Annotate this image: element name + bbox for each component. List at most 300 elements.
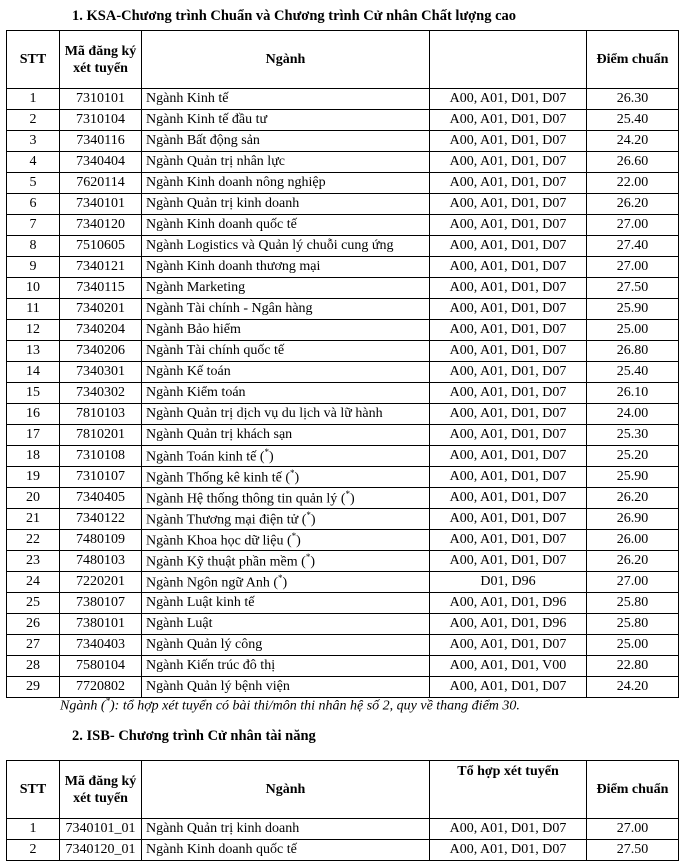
row-major-text: Ngành Kinh tế xyxy=(146,91,229,106)
row-code-text: 7480103 xyxy=(76,553,125,568)
row-stt-text: 24 xyxy=(26,574,40,589)
row-stt xyxy=(7,572,60,593)
row-stt-text: 21 xyxy=(26,511,40,526)
row-combo-text: A00, A01, D01, D07 xyxy=(449,490,567,505)
footnote-prefix: Ngành ( xyxy=(60,698,106,714)
row-code-text: 7340201 xyxy=(76,301,125,316)
row-major-text: Ngành Kinh doanh quốc tế xyxy=(146,217,297,232)
row-combo-text: A00, A01, D01, D07 xyxy=(449,322,567,337)
table-row xyxy=(7,131,679,152)
row-stt xyxy=(7,677,60,698)
star-mark: * xyxy=(278,572,283,583)
row-stt-text: 2 xyxy=(29,842,37,857)
row-stt-text: 8 xyxy=(29,238,37,253)
row-score xyxy=(587,530,679,551)
row-score xyxy=(587,131,679,152)
row-stt-text: 14 xyxy=(26,364,40,379)
row-code xyxy=(60,404,142,425)
row-stt xyxy=(7,278,60,299)
row-major-text: Ngành Hệ thống thông tin quản lý xyxy=(146,491,338,507)
table-row xyxy=(7,89,679,110)
row-score xyxy=(587,152,679,173)
row-code-text: 7340302 xyxy=(76,385,125,400)
row-score-text: 26.10 xyxy=(616,385,649,400)
row-code xyxy=(60,509,142,530)
row-stt-text: 1 xyxy=(29,91,37,106)
row-stt xyxy=(7,152,60,173)
row-major xyxy=(142,819,430,840)
row-combo xyxy=(430,257,587,278)
row-stt xyxy=(7,614,60,635)
row-combo-text: A00, A01, D01, D07 xyxy=(449,196,567,211)
row-major-text: Ngành Logistics và Quản lý chuỗi cung ứng xyxy=(146,238,394,253)
table-row xyxy=(7,840,679,861)
row-stt xyxy=(7,467,60,488)
table-row xyxy=(7,425,679,446)
row-combo-text: A00, A01, D01, D07 xyxy=(449,343,567,358)
row-major-text: Ngành Kỹ thuật phần mềm xyxy=(146,554,298,570)
row-score-text: 26.20 xyxy=(616,196,649,211)
row-combo-text: A00, A01, D01, D07 xyxy=(449,301,567,316)
header-major: Ngành xyxy=(142,31,430,89)
row-combo-text: A00, A01, D01, D07 xyxy=(449,217,567,232)
row-stt xyxy=(7,131,60,152)
row-major: Ngành Thống kê kinh tế (*) xyxy=(142,467,430,488)
row-stt xyxy=(7,320,60,341)
row-combo xyxy=(430,362,587,383)
row-score-text: 24.00 xyxy=(616,406,649,421)
row-code-text: 7380107 xyxy=(76,595,125,610)
row-code xyxy=(60,677,142,698)
row-score xyxy=(587,278,679,299)
row-combo xyxy=(430,593,587,614)
row-score-text: 27.40 xyxy=(616,238,649,253)
row-major-text: Ngành Bất động sản xyxy=(146,133,260,148)
row-score xyxy=(587,215,679,236)
star-mark: * xyxy=(290,467,295,478)
row-combo xyxy=(430,446,587,467)
row-stt xyxy=(7,173,60,194)
table-row xyxy=(7,467,679,488)
row-code xyxy=(60,593,142,614)
row-combo-text: A00, A01, D01, D07 xyxy=(449,553,567,568)
row-combo-text: A00, A01, D01, D07 xyxy=(449,679,567,694)
row-combo-text: A00, A01, D01, D07 xyxy=(449,154,567,169)
row-code xyxy=(60,840,142,861)
row-score xyxy=(587,194,679,215)
row-score xyxy=(587,467,679,488)
row-major xyxy=(142,404,430,425)
table-row xyxy=(7,320,679,341)
row-code-text: 7340121 xyxy=(76,259,125,274)
row-major-text: Ngành Kinh doanh nông nghiệp xyxy=(146,175,326,190)
row-major xyxy=(142,614,430,635)
row-score xyxy=(587,488,679,509)
row-major xyxy=(142,278,430,299)
table-row xyxy=(7,110,679,131)
header-combo: Tổ hợp xét tuyển xyxy=(430,761,587,819)
row-combo xyxy=(430,215,587,236)
row-score-text: 25.90 xyxy=(616,469,649,484)
row-score-text: 27.50 xyxy=(616,842,649,857)
row-stt-text: 9 xyxy=(29,259,37,274)
row-score xyxy=(587,614,679,635)
row-code xyxy=(60,131,142,152)
row-code-text: 7580104 xyxy=(76,658,125,673)
table-row xyxy=(7,173,679,194)
row-code xyxy=(60,446,142,467)
footnote-star: * xyxy=(105,696,110,706)
ksa-table-body xyxy=(7,89,679,698)
row-stt-text: 10 xyxy=(26,280,40,295)
row-code xyxy=(60,89,142,110)
row-score-text: 27.00 xyxy=(616,217,649,232)
row-combo xyxy=(430,635,587,656)
row-score xyxy=(587,257,679,278)
row-code-text: 7310104 xyxy=(76,112,125,127)
row-score xyxy=(587,677,679,698)
row-score-text: 26.90 xyxy=(616,511,649,526)
row-code xyxy=(60,635,142,656)
row-score-text: 27.00 xyxy=(616,574,649,589)
row-stt-text: 20 xyxy=(26,490,40,505)
row-major xyxy=(142,152,430,173)
row-score xyxy=(587,320,679,341)
row-stt-text: 25 xyxy=(26,595,40,610)
row-stt-text: 18 xyxy=(26,448,40,463)
row-combo-text: A00, A01, D01, D07 xyxy=(449,511,567,526)
row-combo xyxy=(430,236,587,257)
row-major xyxy=(142,383,430,404)
row-score-text: 27.50 xyxy=(616,280,649,295)
row-major-text: Ngành Marketing xyxy=(146,280,246,295)
row-major-text: Ngành Kinh doanh quốc tế xyxy=(146,842,297,857)
row-code-text: 7340405 xyxy=(76,490,125,505)
row-score-text: 24.20 xyxy=(616,133,649,148)
row-combo xyxy=(430,131,587,152)
row-major xyxy=(142,362,430,383)
table-row xyxy=(7,635,679,656)
row-major xyxy=(142,840,430,861)
table-row xyxy=(7,215,679,236)
table-row xyxy=(7,488,679,509)
row-combo-text: A00, A01, D01, V00 xyxy=(449,658,567,673)
row-score xyxy=(587,635,679,656)
row-stt xyxy=(7,530,60,551)
row-code-text: 7810201 xyxy=(76,427,125,442)
row-combo xyxy=(430,383,587,404)
row-stt xyxy=(7,299,60,320)
row-code-text: 7340206 xyxy=(76,343,125,358)
row-combo xyxy=(430,467,587,488)
row-major-text: Ngành Kinh tế đầu tư xyxy=(146,112,268,127)
row-code xyxy=(60,320,142,341)
row-stt-text: 1 xyxy=(29,821,37,836)
row-combo xyxy=(430,194,587,215)
row-code xyxy=(60,215,142,236)
row-score xyxy=(587,110,679,131)
row-code-text: 7340120 xyxy=(76,217,125,232)
star-mark: * xyxy=(345,488,350,499)
row-score xyxy=(587,593,679,614)
table-row xyxy=(7,404,679,425)
row-major: Ngành Kỹ thuật phần mềm (*) xyxy=(142,551,430,572)
row-combo-text: A00, A01, D01, D07 xyxy=(449,280,567,295)
row-combo-text: A00, A01, D01, D07 xyxy=(449,821,567,836)
row-stt-text: 6 xyxy=(29,196,37,211)
row-combo xyxy=(430,425,587,446)
row-score xyxy=(587,341,679,362)
table-row xyxy=(7,551,679,572)
row-score xyxy=(587,236,679,257)
header-code: Mã đăng ký xét tuyển xyxy=(60,31,142,89)
row-code-text: 7340301 xyxy=(76,364,125,379)
row-code xyxy=(60,425,142,446)
row-combo-text: A00, A01, D01, D07 xyxy=(449,259,567,274)
row-code-text: 7220201 xyxy=(76,574,125,589)
row-stt xyxy=(7,194,60,215)
row-combo xyxy=(430,572,587,593)
row-score-text: 26.20 xyxy=(616,490,649,505)
row-code-text: 7340122 xyxy=(76,511,125,526)
row-score xyxy=(587,383,679,404)
row-major-text: Ngành Tài chính - Ngân hàng xyxy=(146,301,313,316)
table-row xyxy=(7,572,679,593)
row-combo xyxy=(430,173,587,194)
row-major xyxy=(142,257,430,278)
row-score-text: 27.00 xyxy=(616,259,649,274)
row-combo-text: A00, A01, D01, D96 xyxy=(449,595,567,610)
row-stt xyxy=(7,425,60,446)
header-major: Ngành xyxy=(142,761,430,819)
table-row xyxy=(7,614,679,635)
header-score: Điểm chuẩn xyxy=(587,31,679,89)
row-code xyxy=(60,551,142,572)
footnote xyxy=(60,696,520,715)
header-code: Mã đăng ký xét tuyển xyxy=(60,761,142,819)
row-score xyxy=(587,509,679,530)
row-major-text: Ngành Quản trị kinh doanh xyxy=(146,821,300,836)
row-score xyxy=(587,173,679,194)
row-score xyxy=(587,572,679,593)
footnote-text: ): tổ hợp xét tuyển có bài thi/môn thi nhân hệ số 2, quy về thang điểm 30. xyxy=(110,698,520,714)
row-code xyxy=(60,257,142,278)
row-stt xyxy=(7,635,60,656)
row-code xyxy=(60,656,142,677)
row-code xyxy=(60,819,142,840)
table-row xyxy=(7,236,679,257)
row-stt xyxy=(7,89,60,110)
row-major: Ngành Toán kinh tế (*) xyxy=(142,446,430,467)
table-row xyxy=(7,257,679,278)
table-row xyxy=(7,383,679,404)
table-row xyxy=(7,656,679,677)
row-stt xyxy=(7,341,60,362)
table-row xyxy=(7,362,679,383)
row-combo xyxy=(430,819,587,840)
row-score-text: 24.20 xyxy=(616,679,649,694)
ksa-admission-table xyxy=(6,30,679,698)
row-major-text: Ngành Kiến trúc đô thị xyxy=(146,658,276,673)
row-major-text: Ngành Quản trị nhân lực xyxy=(146,154,285,169)
row-major xyxy=(142,131,430,152)
table-row xyxy=(7,530,679,551)
row-score-text: 25.80 xyxy=(616,595,649,610)
star-mark: * xyxy=(305,551,311,562)
row-stt-text: 4 xyxy=(29,154,37,169)
row-code-text: 7340101_01 xyxy=(65,821,136,836)
row-score xyxy=(587,656,679,677)
row-combo xyxy=(430,320,587,341)
row-combo-text: A00, A01, D01, D07 xyxy=(449,637,567,652)
row-major-text: Ngành Quản lý công xyxy=(146,637,263,652)
row-combo xyxy=(430,551,587,572)
row-code-text: 7310101 xyxy=(76,91,125,106)
row-combo xyxy=(430,677,587,698)
row-score-text: 22.00 xyxy=(616,175,649,190)
row-code-text: 7310107 xyxy=(76,469,125,484)
row-stt xyxy=(7,840,60,861)
row-combo-text: A00, A01, D01, D07 xyxy=(449,842,567,857)
row-stt-text: 3 xyxy=(29,133,37,148)
row-major-text: Ngành Bảo hiểm xyxy=(146,322,241,337)
row-major xyxy=(142,593,430,614)
row-stt-text: 5 xyxy=(29,175,37,190)
row-stt xyxy=(7,383,60,404)
row-stt-text: 16 xyxy=(26,406,40,421)
row-combo-text: A00, A01, D01, D96 xyxy=(449,616,567,631)
row-code-text: 7340403 xyxy=(76,637,125,652)
row-code xyxy=(60,530,142,551)
row-code-text: 7620114 xyxy=(76,175,125,190)
row-score-text: 25.80 xyxy=(616,616,649,631)
row-stt xyxy=(7,236,60,257)
row-stt xyxy=(7,446,60,467)
row-stt xyxy=(7,362,60,383)
row-score-text: 25.90 xyxy=(616,301,649,316)
row-code-text: 7480109 xyxy=(76,532,125,547)
row-combo xyxy=(430,89,587,110)
row-major-text: Ngành Thương mại điện tử xyxy=(146,512,299,528)
table-row xyxy=(7,509,679,530)
row-combo xyxy=(430,152,587,173)
row-major: Ngành Khoa học dữ liệu (*) xyxy=(142,530,430,551)
row-stt-text: 27 xyxy=(26,637,40,652)
table-row xyxy=(7,194,679,215)
row-code xyxy=(60,362,142,383)
star-mark: * xyxy=(291,530,297,541)
row-major xyxy=(142,656,430,677)
row-code-text: 7340101 xyxy=(76,196,125,211)
row-major xyxy=(142,299,430,320)
row-major xyxy=(142,236,430,257)
row-combo xyxy=(430,530,587,551)
row-score-text: 27.00 xyxy=(616,821,649,836)
row-code xyxy=(60,173,142,194)
row-combo xyxy=(430,341,587,362)
row-code-text: 7340116 xyxy=(76,133,125,148)
row-stt xyxy=(7,593,60,614)
row-score-text: 25.40 xyxy=(616,364,649,379)
table-row xyxy=(7,593,679,614)
row-major xyxy=(142,425,430,446)
row-major-text: Ngành Thống kê kinh tế xyxy=(146,470,282,486)
row-stt xyxy=(7,819,60,840)
row-major xyxy=(142,677,430,698)
row-score-text: 25.00 xyxy=(616,637,649,652)
row-stt-text: 23 xyxy=(26,553,40,568)
row-combo-text: A00, A01, D01, D07 xyxy=(449,406,567,421)
star-mark: * xyxy=(306,509,311,520)
row-major-text: Ngành Luật kinh tế xyxy=(146,595,255,610)
row-combo-text: A00, A01, D01, D07 xyxy=(449,532,567,547)
row-code xyxy=(60,614,142,635)
row-major-text: Ngành Luật xyxy=(146,616,213,631)
row-code xyxy=(60,467,142,488)
header-stt: STT xyxy=(7,31,60,89)
row-major-text: Ngành Quản trị khách sạn xyxy=(146,427,293,442)
row-stt-text: 17 xyxy=(26,427,40,442)
table-row xyxy=(7,677,679,698)
row-combo xyxy=(430,614,587,635)
row-major xyxy=(142,110,430,131)
row-major-text: Ngành Quản lý bệnh viện xyxy=(146,679,290,694)
row-score xyxy=(587,404,679,425)
row-code xyxy=(60,572,142,593)
row-score xyxy=(587,362,679,383)
row-major xyxy=(142,215,430,236)
row-major-text: Ngành Ngôn ngữ Anh xyxy=(146,575,270,591)
row-combo xyxy=(430,404,587,425)
row-score xyxy=(587,446,679,467)
row-stt-text: 26 xyxy=(26,616,40,631)
row-score-text: 22.80 xyxy=(616,658,649,673)
isb-table-body xyxy=(7,819,679,861)
row-stt-text: 22 xyxy=(26,532,40,547)
row-major-text: Ngành Quản trị dịch vụ du lịch và lữ hành xyxy=(146,406,383,421)
table-header-row xyxy=(7,761,679,819)
table-row xyxy=(7,152,679,173)
row-combo-text: A00, A01, D01, D07 xyxy=(449,448,567,463)
row-code xyxy=(60,383,142,404)
row-code-text: 7340204 xyxy=(76,322,125,337)
row-score-text: 26.60 xyxy=(616,154,649,169)
row-major: Ngành Hệ thống thông tin quản lý (*) xyxy=(142,488,430,509)
row-stt xyxy=(7,509,60,530)
row-combo xyxy=(430,278,587,299)
row-code xyxy=(60,152,142,173)
row-score-text: 26.30 xyxy=(616,91,649,106)
table-row xyxy=(7,446,679,467)
table-row xyxy=(7,819,679,840)
row-code-text: 7340115 xyxy=(76,280,125,295)
row-stt xyxy=(7,404,60,425)
row-score-text: 25.40 xyxy=(616,112,649,127)
row-score xyxy=(587,425,679,446)
row-major-text: Ngành Khoa học dữ liệu xyxy=(146,533,284,549)
row-combo xyxy=(430,299,587,320)
row-combo-text: A00, A01, D01, D07 xyxy=(449,91,567,106)
row-score-text: 26.80 xyxy=(616,343,649,358)
row-major xyxy=(142,635,430,656)
row-code-text: 7380101 xyxy=(76,616,125,631)
header-score: Điểm chuẩn xyxy=(587,761,679,819)
row-code-text: 7720802 xyxy=(76,679,125,694)
row-major-text: Ngành Kế toán xyxy=(146,364,231,379)
row-score xyxy=(587,299,679,320)
row-major: Ngành Ngôn ngữ Anh (*) xyxy=(142,572,430,593)
row-combo-text: A00, A01, D01, D07 xyxy=(449,133,567,148)
